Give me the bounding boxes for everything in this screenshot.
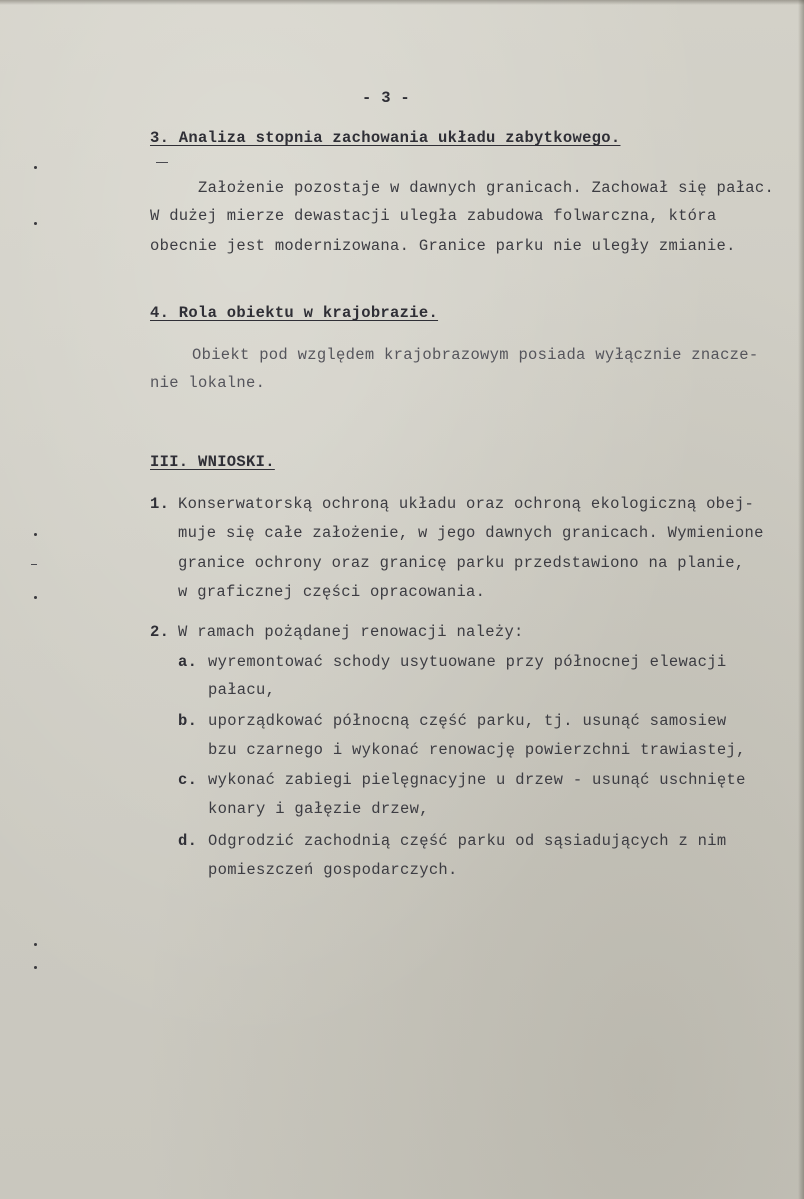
subitem-d-line-2: pomieszczeń gospodarczych. — [208, 861, 458, 879]
section-3-line-2: W dużej mierze dewastacji uległa zabudowa folwarczna, która — [150, 207, 717, 225]
page-edge-top — [0, 0, 804, 5]
subitem-c-line-2: konary i gałęzie drzew, — [208, 800, 429, 818]
subitem-c-line-1: wykonać zabiegi pielęgnacyjne u drzew - usunąć uschnięte — [208, 771, 746, 789]
page-number: - 3 - — [362, 89, 411, 107]
section-4-line-1: Obiekt pod względem krajobrazowym posiada wyłącznie znacze- — [192, 346, 759, 364]
page-edge-right — [798, 0, 804, 1199]
item-1-line-2: muje się całe założenie, w jego dawnych granicach. Wymienione — [178, 524, 764, 542]
subitem-c-letter: c. — [178, 771, 198, 789]
margin-dash — [31, 564, 37, 565]
subitem-a-line-2: pałacu, — [208, 681, 276, 699]
section-4-heading-text: 4. Rola obiektu w krajobrazie. — [150, 304, 439, 322]
item-1-line-3: granice ochrony oraz granicę parku przedstawiono na planie, — [178, 554, 745, 572]
margin-mark — [34, 596, 37, 599]
margin-mark — [34, 166, 37, 169]
section-4-heading — [150, 303, 438, 323]
margin-mark — [34, 222, 37, 225]
section-iii-heading — [150, 452, 275, 472]
item-2-number: 2. — [150, 623, 170, 641]
subitem-b-letter: b. — [178, 712, 198, 730]
item-1-number: 1. — [150, 495, 170, 513]
subitem-d-line-1: Odgrodzić zachodnią część parku od sąsiadujących z nim — [208, 832, 727, 850]
section-3-line-1: Założenie pozostaje w dawnych granicach. Zachował się pałac. — [198, 179, 775, 197]
subitem-b-line-1: uporządkować północną część parku, tj. usunąć samosiew — [208, 712, 727, 730]
margin-mark — [34, 533, 37, 536]
item-1-line-4: w graficznej części opracowania. — [178, 583, 486, 601]
subitem-a-letter: a. — [178, 653, 198, 671]
section-4-line-2: nie lokalne. — [150, 374, 266, 392]
item-1-line-1: Konserwatorską ochroną układu oraz ochroną ekologiczną obej- — [178, 495, 755, 513]
subitem-d-letter: d. — [178, 832, 198, 850]
margin-dash — [156, 162, 168, 163]
margin-mark — [34, 966, 37, 969]
subitem-a-line-1: wyremontować schody usytuowane przy północnej elewacji — [208, 653, 727, 671]
subitem-b-line-2: bzu czarnego i wykonać renowację powierzchni trawiastej, — [208, 741, 746, 759]
section-3-heading — [150, 128, 620, 148]
margin-mark — [34, 943, 37, 946]
section-iii-heading-text: III. WNIOSKI. — [150, 453, 275, 471]
item-2-intro: W ramach pożądanej renowacji należy: — [178, 623, 524, 641]
section-3-line-3: obecnie jest modernizowana. Granice parku nie uległy zmianie. — [150, 237, 736, 255]
section-3-heading-text: 3. Analiza stopnia zachowania układu zabytkowego. — [150, 129, 621, 147]
